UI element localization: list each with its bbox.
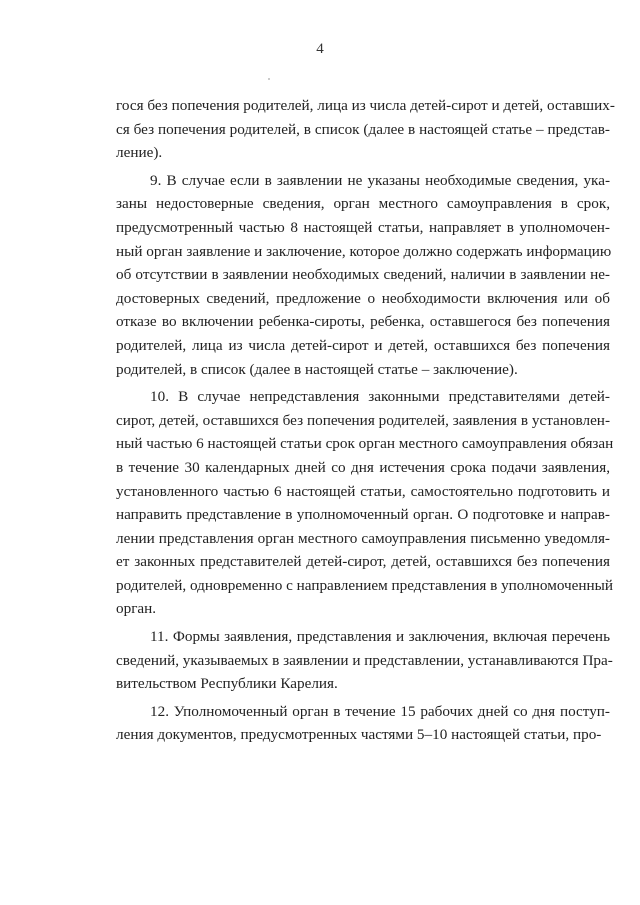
text-line: 12. Уполномоченный орган в течение 15 рабочих дней со дня поступ-: [150, 702, 610, 720]
scan-speck: [268, 78, 270, 80]
text-line: родителей, в список (далее в настоящей статье – заключение).: [116, 360, 518, 378]
text-line: ление).: [116, 144, 163, 162]
paragraph: [116, 169, 610, 381]
text-line: родителей, лица из числа детей-сирот и детей, оставшихся без попечения: [116, 336, 610, 354]
paragraph: [116, 94, 615, 165]
page-number: 4: [316, 41, 324, 57]
text-line: ления документов, предусмотренных частями 5–10 настоящей статьи, про-: [116, 726, 602, 744]
paragraph: [116, 700, 610, 747]
document-body: [116, 94, 615, 747]
text-line: ный частью 6 настоящей статьи срок орган местного самоуправления обязан: [116, 435, 614, 453]
paragraph: [116, 385, 614, 621]
text-line: гося без попечения родителей, лица из числа детей-сирот и детей, оставших-: [116, 97, 615, 114]
text-line: в течение 30 календарных дней со дня истечения срока подачи заявления,: [116, 458, 610, 476]
text-line: 9. В случае если в заявлении не указаны необходимые сведения, ука-: [150, 171, 610, 189]
paragraph: [116, 625, 613, 696]
text-line: предусмотренный частью 8 настоящей статьи, направляет в уполномочен-: [116, 218, 610, 236]
text-line: сведений, указываемых в заявлении и представлении, устанавливаются Пра-: [116, 651, 613, 669]
text-line: достоверных сведений, предложение о необходимости включения или об: [116, 289, 610, 307]
text-line: заны недостоверные сведения, орган местного самоуправления в срок,: [116, 195, 610, 213]
text-line: ный орган заявление и заключение, которое должно содержать информацию: [116, 242, 612, 260]
text-line: 10. В случае непредставления законными представителями детей-: [150, 388, 610, 406]
text-line: об отсутствии в заявлении необходимых сведений, наличии в заявлении не-: [116, 266, 610, 284]
text-line: ет законных представителей детей-сирот, детей, оставшихся без попечения: [116, 553, 610, 571]
text-line: лении представления орган местного самоуправления письменно уведомля-: [116, 529, 610, 547]
text-line: ся без попечения родителей, в список (далее в настоящей статье – представ-: [116, 120, 610, 138]
text-line: орган.: [116, 600, 157, 618]
text-line: 11. Формы заявления, представления и заключения, включая перечень: [150, 628, 610, 646]
text-line: сирот, детей, оставшихся без попечения родителей, заявления в установлен-: [116, 411, 610, 429]
text-line: направить представление в уполномоченный орган. О подготовке и направ-: [116, 506, 610, 524]
text-line: вительством Республики Карелия.: [116, 675, 338, 693]
text-line: отказе во включении ребенка-сироты, ребенка, оставшегося без попечения: [116, 313, 610, 331]
text-line: родителей, одновременно с направлением представления в уполномоченный: [116, 576, 613, 594]
text-line: установленного частью 6 настоящей статьи, самостоятельно подготовить и: [116, 482, 610, 500]
